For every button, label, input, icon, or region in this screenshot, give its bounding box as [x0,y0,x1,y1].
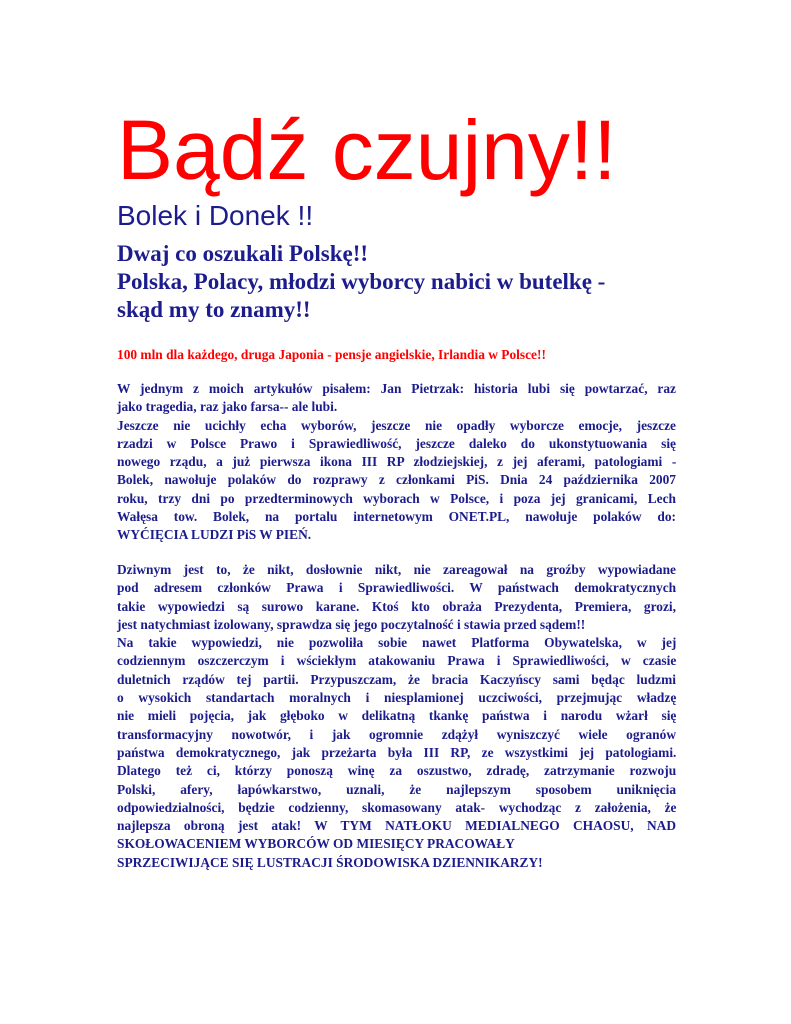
text-line: roku, trzy dni po przedterminowych wyborach w Polsce, i poza jej granicami, Lech [117,490,676,506]
headline-line: skąd my to znamy!! [117,297,311,322]
text-line: o wysokich standartach moralnych i niesplamionej uczciwości, przejmując władzę [117,690,677,706]
text-line: najlepsza obroną jest atak! W TYM NATŁOKU MEDIALNEGO CHAOSU, NAD [117,818,676,834]
document-title: Bądź czujny!! [117,103,617,197]
text-line: transformacyjny nowotwór, i jak ogromnie zdążył wyniszczyć wiele ogranów [117,726,676,742]
text-line: Wałęsa tow. Bolek, na portalu internetowym ONET.PL, nawołuje polaków do: [117,509,676,525]
text-line: rzadzi w Polsce Prawo i Sprawiedliwość, jeszcze daleko do ukonstytuowania się [117,435,676,451]
text-line: codziennym oszczerczym i wściekłym atakowaniu Prawa i Sprawiedliwości, w czasie [117,653,677,669]
paragraph-2 [117,561,676,872]
text-line: Polski, afery, łapówkarstwo, uznali, że najlepszym sposobem uniknięcia [117,781,677,797]
text-line: odpowiedzialności, będzie codzienny, skomasowany atak- wychodząc z założenia, że [117,799,677,815]
text-line: SKOŁOWACENIEM WYBORCÓW OD MIESIĘCY PRACOWAŁY [117,836,515,852]
text-line: jako tragedia, raz jako farsa-- ale lubi. [117,399,338,415]
promo-line: 100 mln dla każdego, druga Japonia - pensje angielskie, Irlandia w Polsce!! [117,347,546,362]
headline [117,240,677,324]
text-line: duletnich rządów tej partii. Przypuszczam, że bracia Kaczyńscy sami będąc ludzmi [117,671,676,687]
text-line: Dziwnym jest to, że nikt, dosłownie nikt, nie zareagował na groźby wypowiadane [117,562,676,577]
text-line: państwa demokratycznego, jak przeżarta była III RP, ze wszystkimi jej patologiami. [117,744,677,760]
text-line: Dlatego też ci, którzy ponoszą winę za oszustwo, zdradę, zatrzymanie rozwoju [117,763,677,779]
text-line: SPRZECIWIJĄCE SIĘ LUSTRACJI ŚRODOWISKA DZIENNIKARZY! [117,854,543,870]
text-line: WYĆIĘCIA LUDZI PiS W PIEŃ. [117,527,312,543]
text-line: nowego rządu, a już pierwsza ikona III RP złodziejskiej, z jej aferami, patologiami - [117,454,677,470]
text-line: nie mieli pojęcia, jak głęboko w delikatną tkankę państwa i narodu wżarł się [117,708,677,724]
text-line: takie wypowiedzi są surowo karane. Ktoś kto obraża Prezydenta, Premiera, grozi, [117,598,676,614]
text-line: pod adresem członków Prawa i Sprawiedliwości. W państwach demokratycznych [117,580,677,596]
text-line: Na takie wypowiedzi, nie pozwoliła sobie nawet Platforma Obywatelska, w jej [117,635,677,651]
text-line: W jednym z moich artykułów pisałem: Jan Pietrzak: historia lubi się powtarzać, raz [117,381,676,396]
text-line: jest natychmiast izolowany, sprawdza się jego poczytalność i stawia przed sądem!! [117,616,586,632]
text-line: Jeszcze nie ucichły echa wyborów, jeszcze nie opadły wyborcze emocje, jeszcze [117,417,676,433]
paragraph-1 [117,380,676,545]
text-line: Bolek, nawołuje polaków do rozprawy z członkami PiS. Dnia 24 października 2007 [117,472,676,488]
headline-line: Polska, Polacy, młodzi wyborcy nabici w butelkę - [117,269,606,294]
headline-line: Dwaj co oszukali Polskę!! [117,241,369,266]
document-subtitle: Bolek i Donek !! [117,200,314,231]
